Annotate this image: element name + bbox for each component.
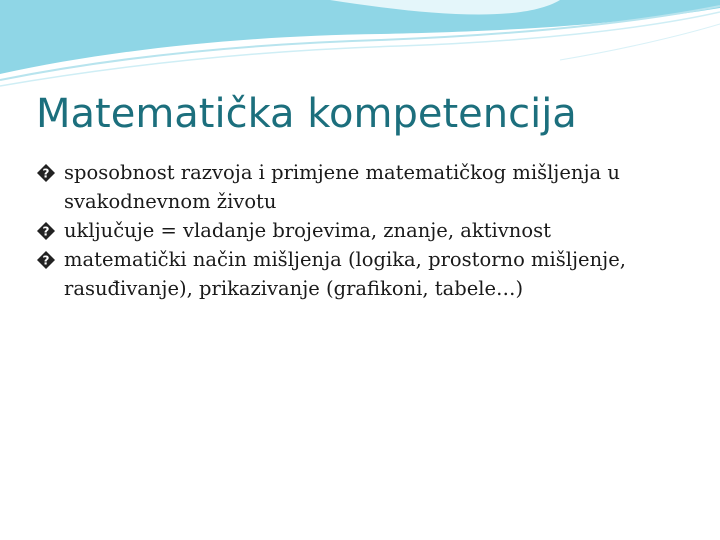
- svg-text:?: ?: [42, 253, 50, 268]
- header-wave-decoration: [0, 0, 720, 90]
- bullet-text: uključuje = vladanje brojevima, znanje, aktivnost: [64, 219, 551, 242]
- bullet-item: [36, 158, 696, 216]
- wave-line-3: [560, 24, 720, 60]
- svg-text:?: ?: [42, 166, 50, 181]
- bullet-text: matematički način mišljenja (logika, prostorno mišljenje, rasuđivanje), prikazivanje (grafikoni, tabele…): [64, 248, 626, 300]
- bullet-item: [36, 245, 696, 303]
- bullet-list: [36, 158, 696, 303]
- replacement-character-icon: [36, 163, 56, 183]
- slide-title: Matematička kompetencija: [36, 91, 577, 137]
- bullet-text: sposobnost razvoja i primjene matematičkog mišljenja u svakodnevnom životu: [64, 161, 620, 213]
- svg-text:?: ?: [42, 224, 50, 239]
- replacement-character-icon: [36, 250, 56, 270]
- bullet-item: [36, 216, 696, 245]
- wave-band: [0, 0, 720, 74]
- replacement-character-icon: [36, 221, 56, 241]
